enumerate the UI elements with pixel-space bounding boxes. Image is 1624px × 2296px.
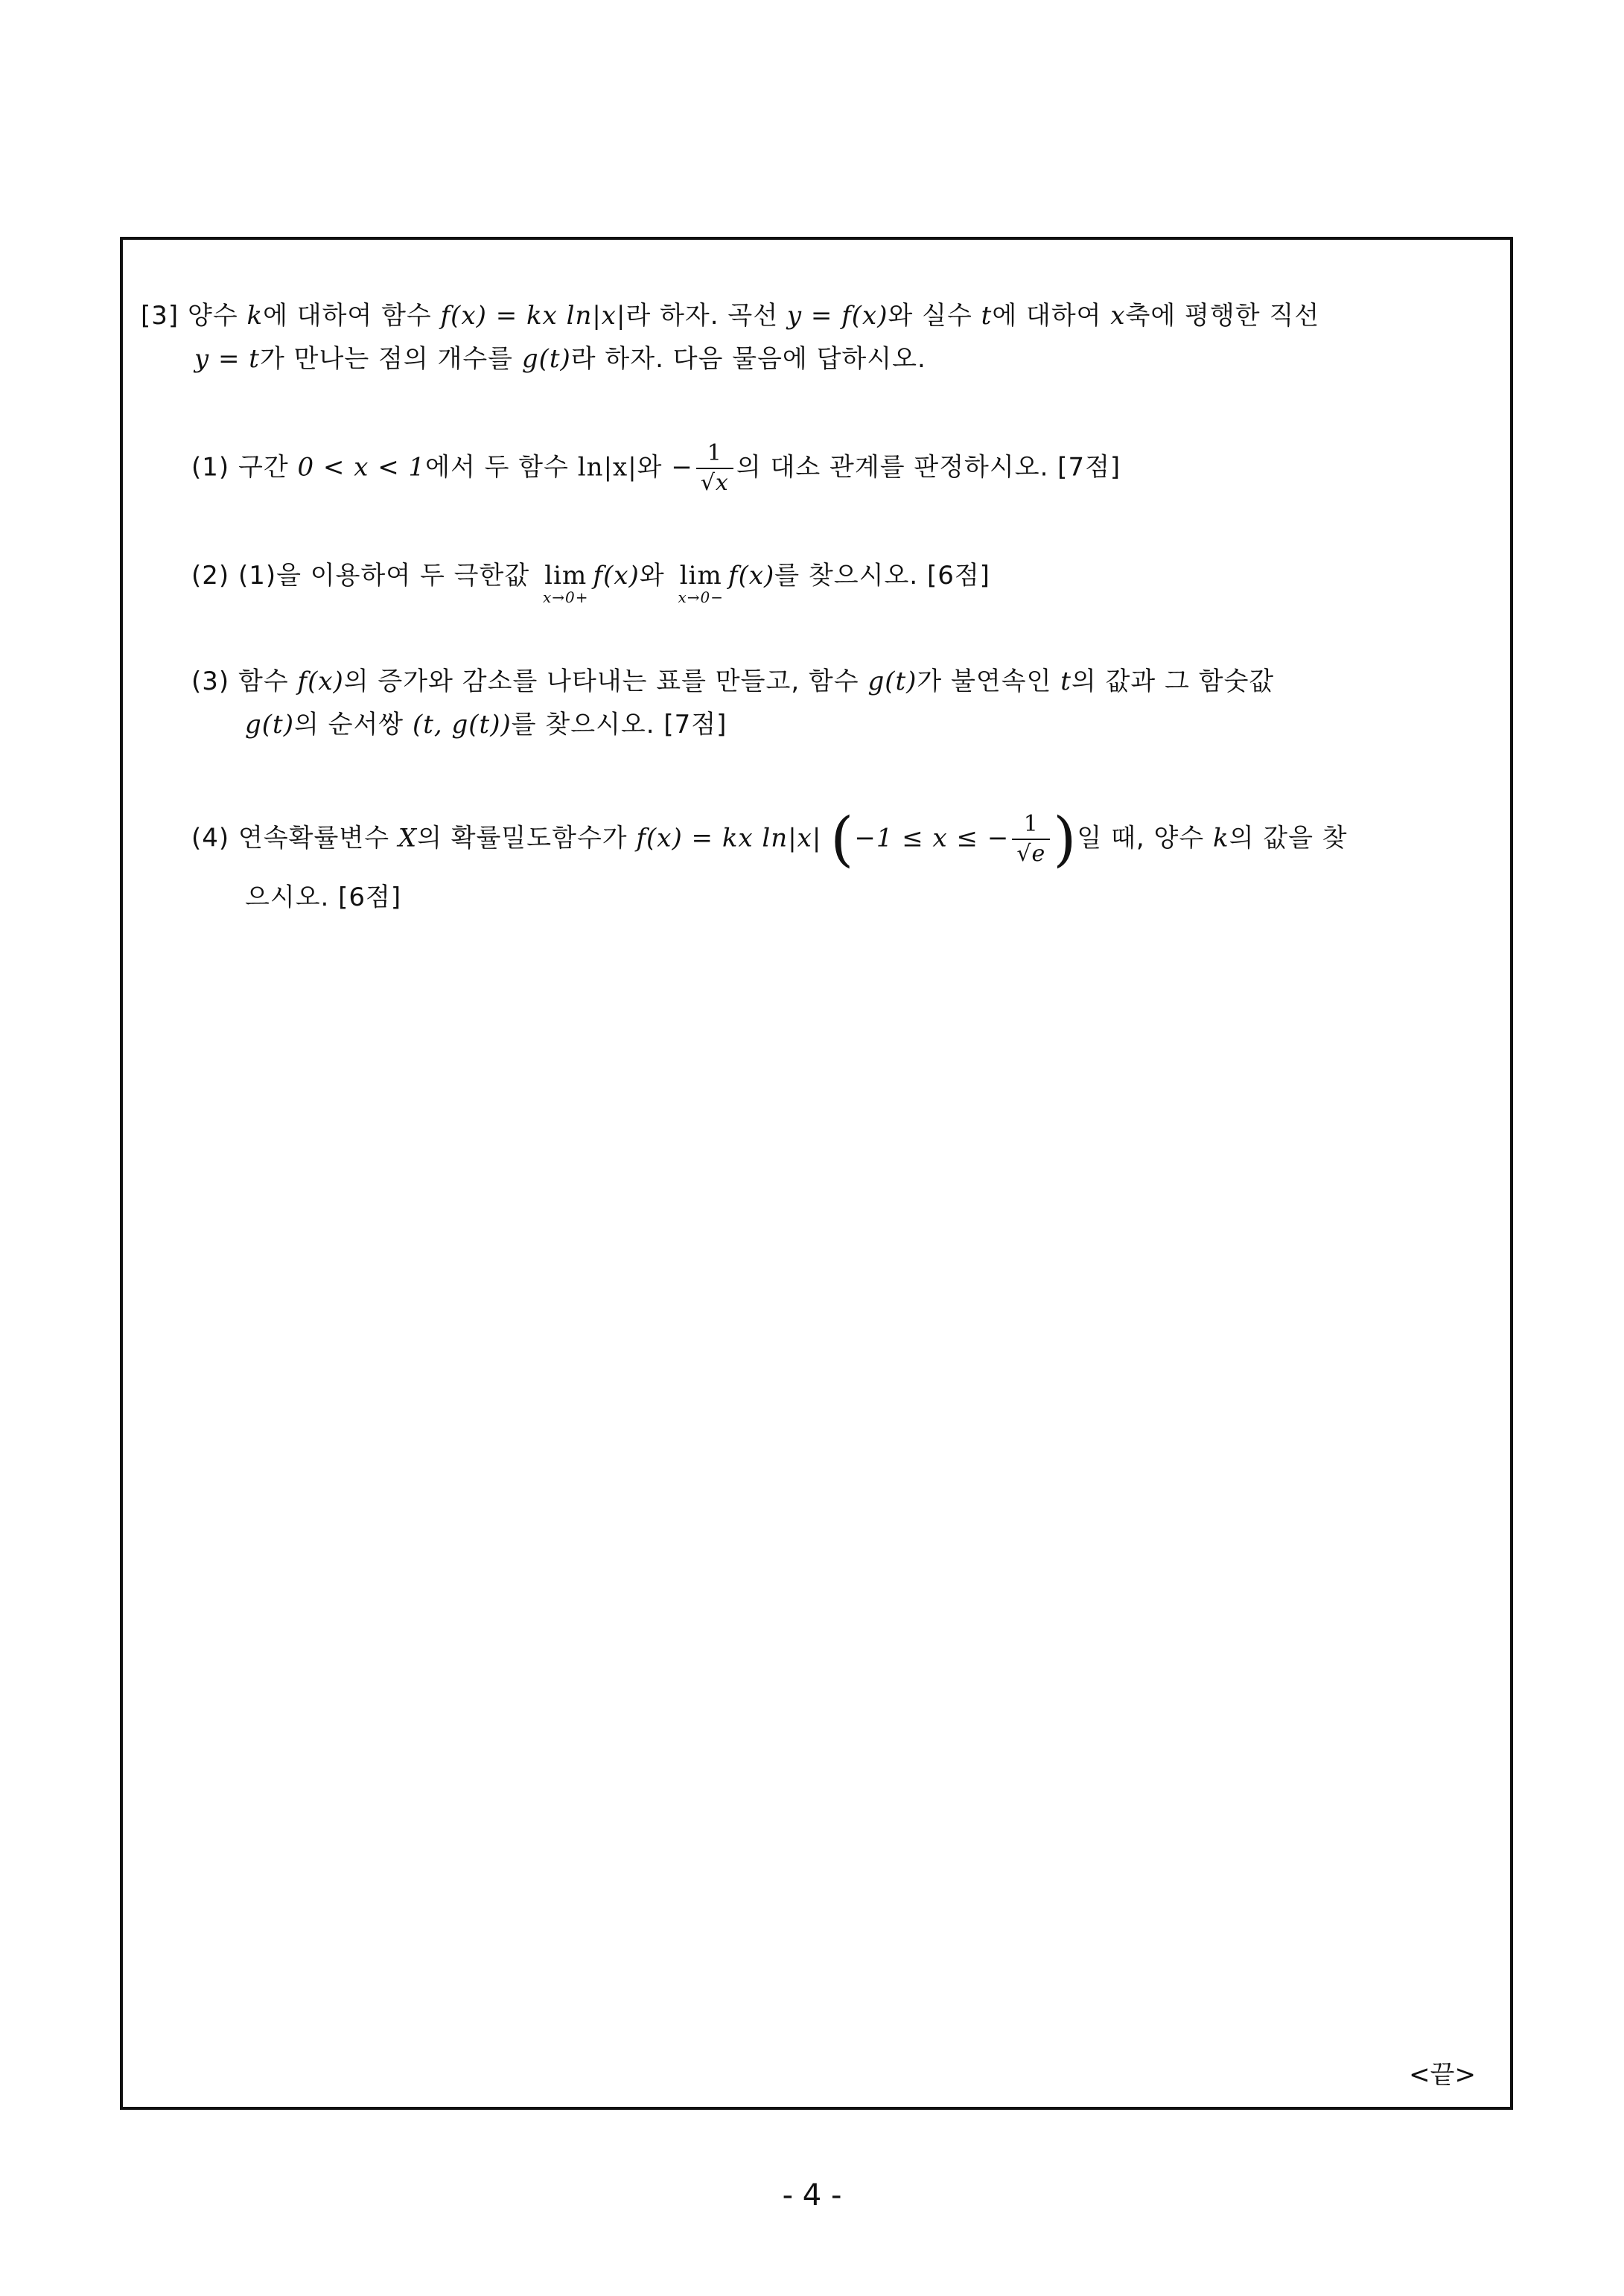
question-text: 에서 두 함수 — [425, 452, 578, 483]
question-text: 를 찾으시오. [7점] — [511, 710, 727, 740]
math-fx: f(x) — [728, 561, 775, 591]
fraction-denominator: √e — [1012, 839, 1050, 865]
math-gt: g(t) — [867, 667, 917, 696]
question-3-line1 — [191, 663, 1274, 700]
question-1 — [191, 442, 1121, 495]
question-4-line2 — [245, 879, 401, 916]
fraction-1-over-sqrt-x — [696, 442, 733, 495]
math-t: t — [981, 301, 993, 331]
curve-equation: y = f(x) — [786, 301, 888, 331]
question-2 — [191, 557, 990, 605]
question-text: 의 순서쌍 — [293, 710, 413, 740]
question-text: 와 — [637, 452, 672, 483]
intro-text: 에 대하여 — [992, 301, 1111, 331]
right-paren: ) — [1053, 804, 1077, 874]
math-x: x — [1110, 301, 1126, 331]
question-label: (1) — [191, 452, 230, 483]
left-paren: ( — [830, 804, 855, 874]
math-gt: g(t) — [245, 710, 294, 740]
question-text: 구간 — [238, 452, 298, 483]
math-t: t — [1060, 667, 1071, 696]
intro-text: 축에 평행한 직선 — [1125, 301, 1320, 331]
question-text: 가 불연속인 — [917, 667, 1061, 696]
fraction-numerator: 1 — [707, 440, 722, 466]
end-mark: <끝> — [1409, 2060, 1476, 2090]
math-gt: g(t) — [521, 344, 571, 374]
question-3-line2 — [245, 706, 727, 743]
question-text: 으시오. [6점] — [245, 883, 402, 912]
question-label: (4) — [191, 823, 230, 853]
problem-intro-line2 — [194, 340, 926, 378]
intro-text: 라 하자. 다음 물음에 답하시오. — [570, 344, 926, 374]
question-text: 의 확률밀도함수가 — [417, 823, 637, 853]
lim-operator: lim — [544, 561, 587, 591]
fraction-denominator: √x — [696, 468, 733, 495]
limit-left — [678, 557, 724, 605]
lim-subscript: x→0− — [678, 588, 724, 606]
math-X: X — [398, 823, 418, 853]
problem-number: [3] — [141, 301, 179, 331]
question-text: 의 값을 찾 — [1229, 823, 1348, 853]
question-text: 의 대소 관계를 판정하시오. [7점] — [736, 452, 1121, 483]
intro-text: 에 대하여 함수 — [263, 301, 441, 331]
question-4-line1 — [191, 804, 1348, 874]
question-text: 를 찾으시오. [6점] — [774, 561, 990, 591]
lim-subscript: x→0+ — [542, 588, 589, 606]
line-equation: y = t — [194, 344, 260, 374]
lim-operator: lim — [679, 561, 722, 591]
intro-text: 양수 — [187, 301, 247, 331]
question-text: 일 때, 양수 — [1077, 823, 1214, 853]
question-text: 의 증가와 감소를 나타내는 표를 만들고, 함수 — [343, 667, 868, 696]
fraction-1-over-sqrt-e — [1012, 813, 1050, 865]
math-k: k — [246, 301, 264, 331]
intro-text: 와 실수 — [888, 301, 981, 331]
interval: 0 < x < 1 — [297, 452, 426, 483]
question-text: 연속확률변수 — [238, 823, 398, 853]
function-definition: f(x) = kx ln|x| — [440, 301, 626, 331]
function-ln: ln|x| — [577, 452, 637, 483]
intro-text: 가 만나는 점의 개수를 — [259, 344, 522, 374]
intro-text: 라 하자. 곡선 — [625, 301, 787, 331]
fraction-numerator: 1 — [1023, 811, 1039, 837]
math-fx: f(x) — [297, 667, 344, 696]
question-text: 의 값과 그 함숫값 — [1071, 667, 1275, 696]
minus-sign: − — [671, 452, 693, 483]
domain-condition: −1 ≤ x ≤ − — [854, 823, 1010, 853]
function-definition: f(x) = kx ln|x| — [636, 823, 822, 853]
math-fx: f(x) — [593, 561, 640, 591]
page-number: - 4 - — [782, 2178, 842, 2213]
problem-box — [120, 237, 1513, 2110]
question-label: (2) — [191, 561, 230, 591]
question-text: (1)을 이용하여 두 극한값 — [238, 561, 538, 591]
question-label: (3) — [191, 667, 230, 696]
question-text: 함수 — [238, 667, 298, 696]
question-text: 와 — [639, 561, 674, 591]
math-k: k — [1213, 823, 1229, 853]
ordered-pair: (t, g(t)) — [412, 710, 512, 740]
limit-right — [543, 557, 589, 605]
problem-intro-line1 — [141, 297, 1319, 334]
